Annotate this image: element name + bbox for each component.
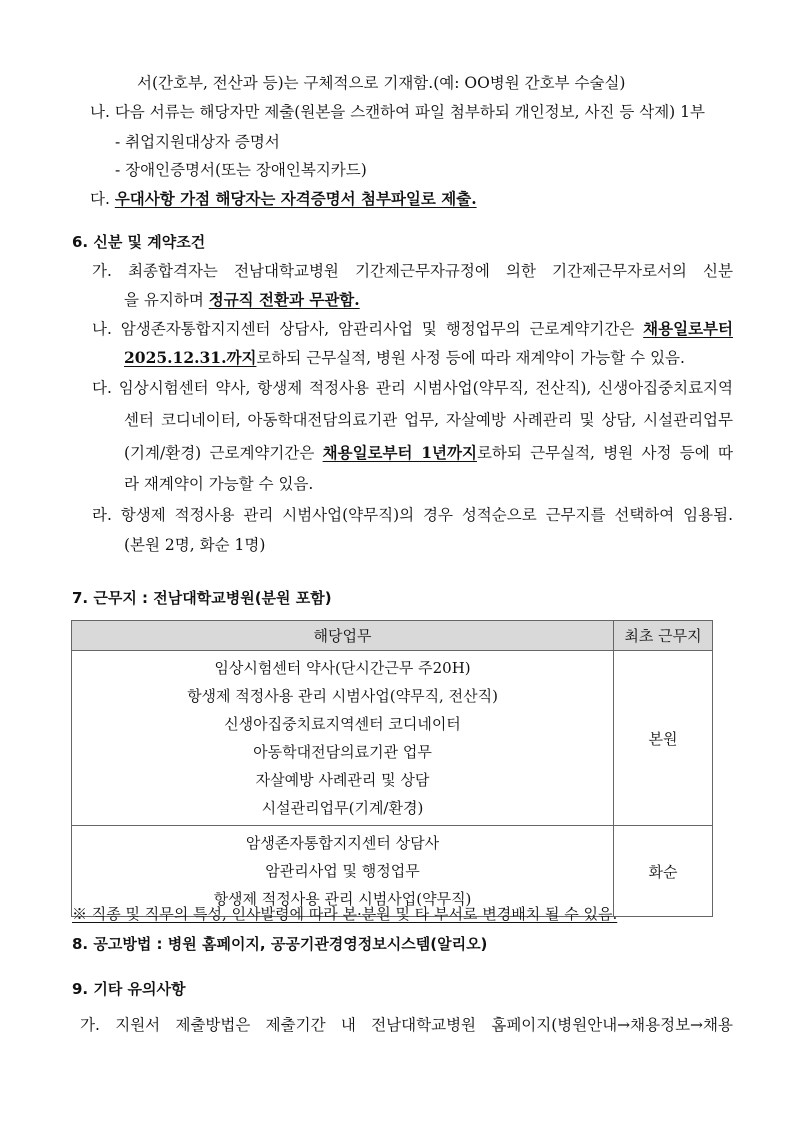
- emphasis-text: 정규직 전환과 무관함.: [208, 290, 360, 309]
- location-cell: 화순: [614, 826, 713, 917]
- location-cell: 본원: [614, 651, 713, 826]
- table-row: [72, 651, 713, 826]
- section-heading: 9. 기타 유의사항: [72, 980, 186, 998]
- text-line: 가. 최종합격자는 전남대학교병원 기간제근무자규정에 의한 기간제근무자로서의 신분: [92, 262, 733, 280]
- text-span: 을 유지하며: [124, 291, 209, 309]
- text-line: [90, 188, 477, 210]
- table-note: ※ 직종 및 직무의 특성, 인사발령에 따라 본·분원 및 타 부서로 변경배치 될 수 있음.: [72, 905, 618, 923]
- emphasis-text: 채용일로부터: [643, 319, 733, 338]
- list-item: - 장애인증명서(또는 장애인복지카드): [115, 161, 367, 179]
- table-header-row: [72, 621, 713, 651]
- text-span: 로하되 근무실적, 병원 사정 등에 따: [476, 444, 733, 462]
- text-span: 나. 암생존자통합지지센터 상담사, 암관리사업 및 행정업무의 근로계약기간은: [92, 320, 644, 338]
- text-line: [92, 318, 733, 340]
- text-span: 로하되 근무실적, 병원 사정 등에 따라 재계약이 가능할 수 있음.: [256, 349, 685, 367]
- duty-item: 암관리사업 및 행정업무: [265, 862, 420, 880]
- text-line: 라. 항생제 적정사용 관리 시범사업(약무직)의 경우 성적순으로 근무지를 선택하여 임용됨.: [92, 506, 733, 524]
- duty-item: 아동학대전담의료기관 업무: [253, 743, 432, 761]
- column-header-location: 최초 근무지: [614, 621, 713, 651]
- emphasis-text: 2025.12.31.까지: [124, 348, 257, 367]
- text-line: [124, 289, 360, 311]
- text-span: (기계/환경) 근로계약기간은: [124, 444, 323, 462]
- text-line: 나. 다음 서류는 해당자만 제출(원본을 스캔하여 파일 첨부하되 개인정보, 사진 등 삭제) 1부: [90, 103, 705, 121]
- emphasis-text: 우대사항 가점 해당자는 자격증명서 첨부파일로 제출.: [114, 189, 477, 208]
- duty-item: 암생존자통합지지센터 상담사: [245, 834, 440, 852]
- section-heading: 8. 공고방법 : 병원 홈페이지, 공공기관경영정보시스템(알리오): [72, 935, 488, 953]
- duty-item: 시설관리업무(기계/환경): [261, 799, 424, 817]
- text-line: [124, 347, 685, 369]
- text-line: 가. 지원서 제출방법은 제출기간 내 전남대학교병원 홈페이지(병원안내→채용정보→채용: [80, 1016, 733, 1034]
- text-line: 라 재계약이 가능할 수 있음.: [124, 475, 314, 493]
- emphasis-text: 채용일로부터 1년까지: [322, 443, 477, 462]
- duty-item: 임상시험센터 약사(단시간근무 주20H): [214, 659, 471, 677]
- section-heading: 6. 신분 및 계약조건: [72, 233, 206, 251]
- text-line: 서(간호부, 전산과 등)는 구체적으로 기재함.(예: OO병원 간호부 수술실): [137, 74, 626, 92]
- text-line: 다. 임상시험센터 약사, 항생제 적정사용 관리 시범사업(약무직, 전산직), 신생아집중치료지역: [92, 379, 733, 397]
- duty-list-cell: [72, 651, 614, 826]
- duty-item: 자살예방 사례관리 및 상담: [255, 771, 430, 789]
- workplace-table: [71, 620, 713, 917]
- text-line: 센터 코디네이터, 아동학대전담의료기관 업무, 자살예방 사례관리 및 상담, 시설관리업무: [124, 411, 733, 429]
- column-header-work: 해당업무: [72, 621, 614, 651]
- duty-item: 항생제 적정사용 관리 시범사업(약무직): [213, 890, 472, 908]
- duty-item: 신생아집중치료지역센터 코디네이터: [224, 715, 461, 733]
- section-heading: 7. 근무지 : 전남대학교병원(분원 포함): [72, 589, 332, 607]
- list-item: - 취업지원대상자 증명서: [115, 133, 280, 151]
- list-marker: 다.: [90, 190, 115, 208]
- text-line: (본원 2명, 화순 1명): [124, 536, 266, 554]
- duty-item: 항생제 적정사용 관리 시범사업(약무직, 전산직): [187, 687, 498, 705]
- text-line: [124, 442, 733, 464]
